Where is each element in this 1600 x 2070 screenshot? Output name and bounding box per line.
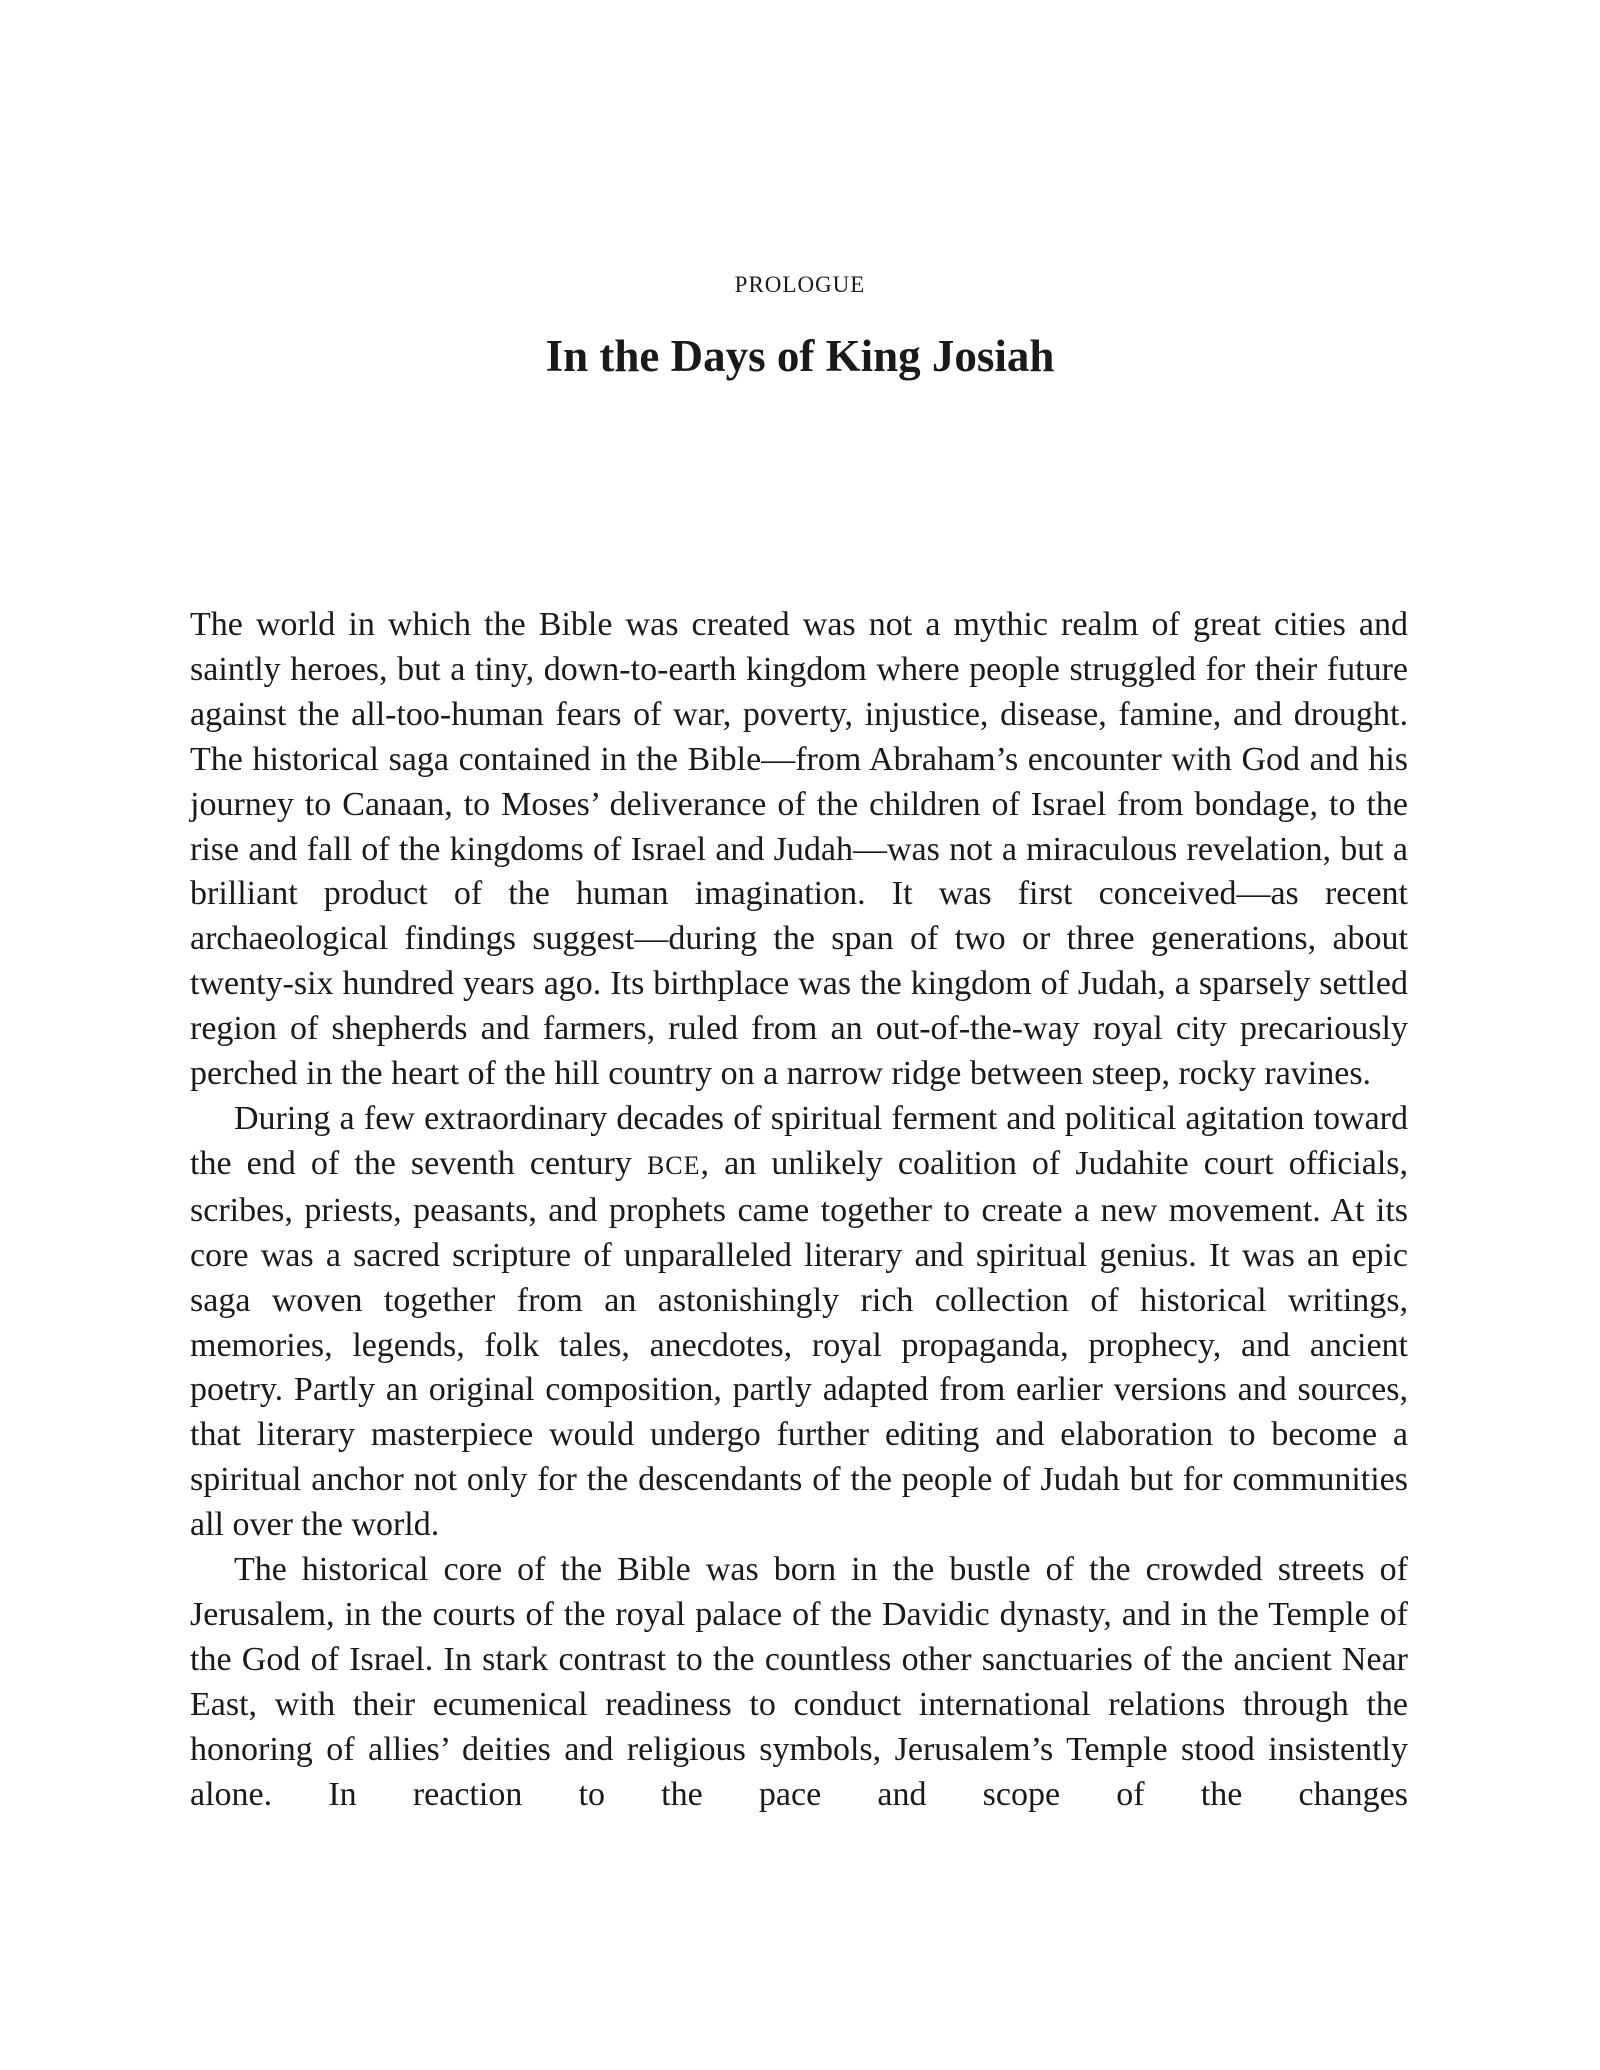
paragraph-2-start: During a few extraordinary decades of spiritual ferment and political agitation toward the end of the seventh century (190, 1099, 1408, 1182)
era-abbreviation: BCE (646, 1150, 701, 1180)
paragraph-2-rest: , an unlikely coalition of Judahite court officials, scribes, priests, peasants, and prophets came together to create a new movement. At its core was a sacred scripture of unparalleled literary and spiritual genius. It was an epic saga woven together from an astonishingly rich collection of historical writings, memories, legends, folk tales, anecdotes, royal propaganda, prophecy, and ancient poetry. Partly an original composition, partly adapted from earlier versions and sources, that literary masterpiece would undergo further editing and elaboration to become a spiritual anchor not only for the descendants of the people of Judah but for communities all over the world. (190, 1144, 1409, 1544)
chapter-title: In the Days of King Josiah (545, 331, 1055, 381)
section-kicker: PROLOGUE (734, 272, 866, 297)
paragraph-2 (190, 1097, 1408, 1548)
body-text (190, 603, 1408, 1817)
paragraph-3: The historical core of the Bible was born in the bustle of the crowded streets of Jerusalem, in the courts of the royal palace of the Davidic dynasty, and in the Temple of the God of Israel. In stark contrast to the countless other sanctuaries of the ancient Near East, with their ecumenical readiness to conduct international relations through the honoring of allies’ deities and religious symbols, Jerusalem’s Temple stood insistently alone. In reaction to the pace and scope of the changes (190, 1551, 1408, 1813)
paragraph-1: The world in which the Bible was created was not a mythic realm of great cities and saintly heroes, but a tiny, down-to-earth kingdom where people struggled for their future against the all-too-human fears of war, poverty, injustice, disease, famine, and drought. The historical saga contained in the Bible—from Abraham’s encounter with God and his journey to Canaan, to Moses’ deliverance of the children of Israel from bondage, to the rise and fall of the kingdoms of Israel and Judah—was not a miraculous revelation, but a brilliant product of the human imagination. It was first conceived—as recent archaeological findings suggest—during the span of two or three generations, about twenty-six hundred years ago. Its birthplace was the kingdom of Judah, a sparsely settled region of shepherds and farmers, ruled from an out-of-the-way royal city precariously perched in the heart of the hill country on a narrow ridge between steep, rocky ravines. (190, 606, 1408, 1093)
